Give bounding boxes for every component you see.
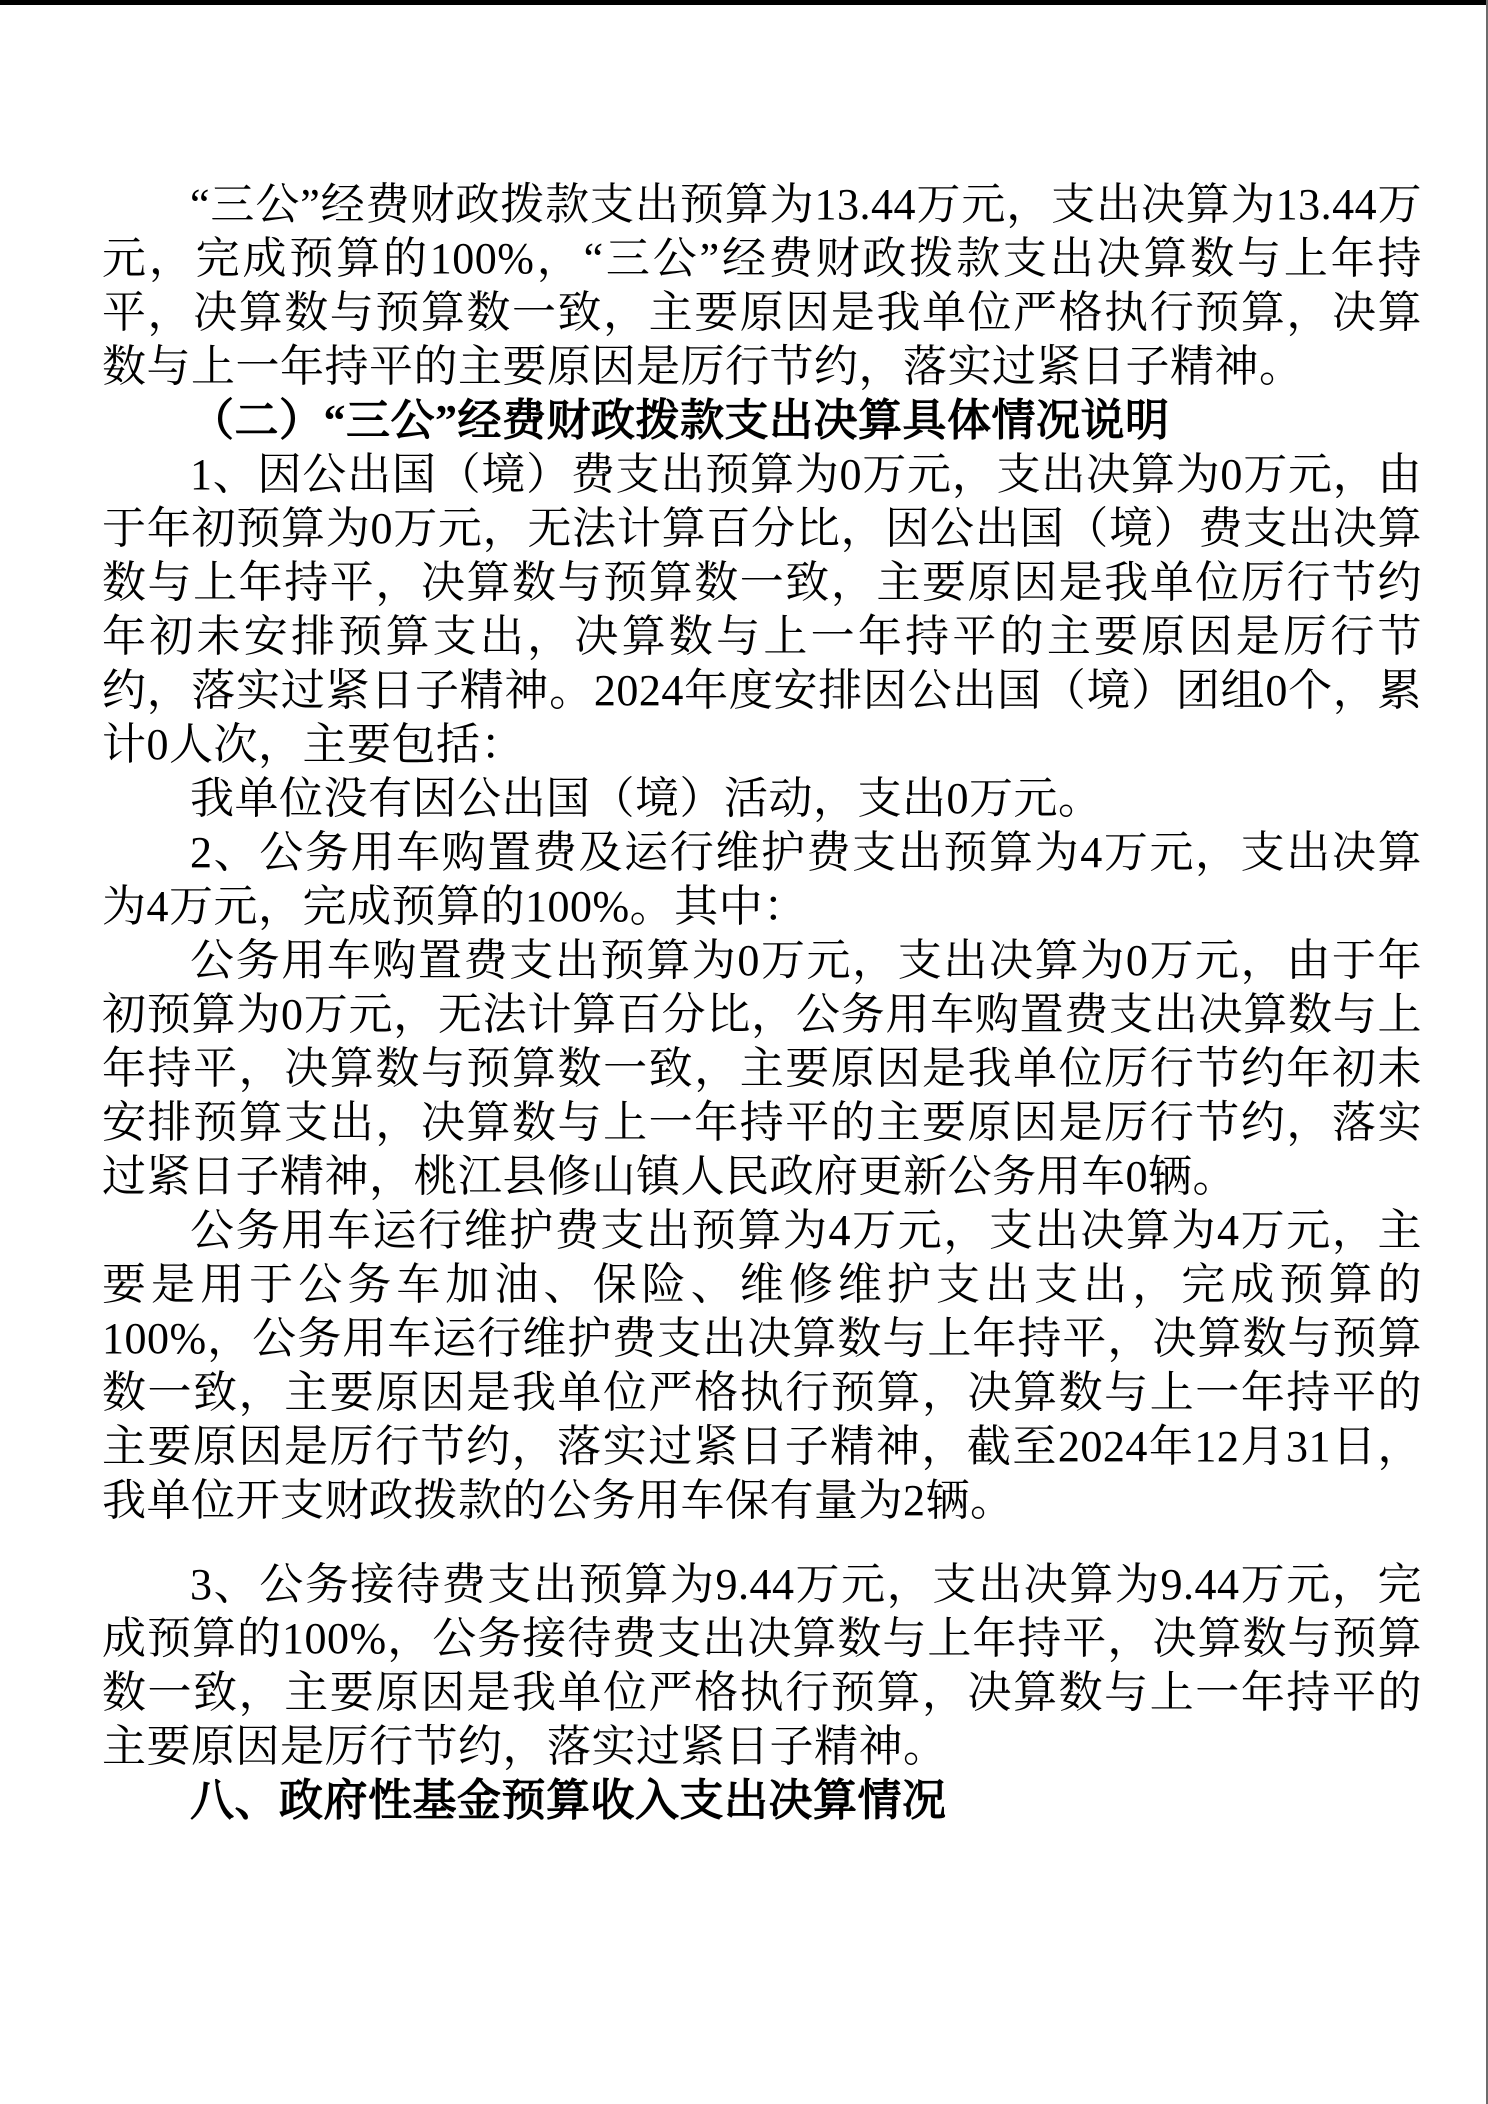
paragraph-overseas-travel-expense: 1、因公出国（境）费支出预算为0万元，支出决算为0万元，由于年初预算为0万元，无法计算百分比，因公出国（境）费支出决算数与上年持平，决算数与预算数一致，主要原因是我单位厉行节约年初未安排预算支出，决算数与上一年持平的主要原因是厉行节约，落实过紧日子精神。2024年度安排因公出国（境）团组0个，累计0人次，主要包括：: [102, 450, 1422, 769]
paragraph-sangong-budget-summary: “三公”经费财政拨款支出预算为13.44万元，支出决算为13.44万元，完成预算的100%，“三公”经费财政拨款支出决算数与上年持平，决算数与预算数一致，主要原因是我单位严格执行预算，决算数与上一年持平的主要原因是厉行节约，落实过紧日子精神。: [102, 180, 1422, 391]
window-top-edge: [0, 0, 1488, 5]
document-content: [102, 178, 1422, 1828]
paragraph-vehicle-purchase-expense: 公务用车购置费支出预算为0万元，支出决算为0万元，由于年初预算为0万元，无法计算百分比，公务用车购置费支出决算数与上年持平，决算数与预算数一致，主要原因是我单位厉行节约年初未安排预算支出，决算数与上一年持平的主要原因是厉行节约，落实过紧日子精神，桃江县修山镇人民政府更新公务用车0辆。: [102, 936, 1422, 1201]
heading-section-8-government-fund-budget: 八、政府性基金预算收入支出决算情况: [190, 1776, 947, 1825]
paragraph-vehicle-purchase-and-maintenance-total: 2、公务用车购置费及运行维护费支出预算为4万元，支出决算为4万元，完成预算的100%。其中：: [102, 828, 1422, 931]
paragraph-official-reception-expense: 3、公务接待费支出预算为9.44万元，支出决算为9.44万元，完成预算的100%，公务接待费支出决算数与上年持平，决算数与预算数一致，主要原因是我单位严格执行预算，决算数与上一年持平的主要原因是厉行节约，落实过紧日子精神。: [102, 1560, 1422, 1771]
paragraph-vehicle-maintenance-expense: 公务用车运行维护费支出预算为4万元，支出决算为4万元，主要是用于公务车加油、保险、维修维护支出支出，完成预算的100%，公务用车运行维护费支出决算数与上年持平，决算数与预算数一致，主要原因是我单位严格执行预算，决算数与上一年持平的主要原因是厉行节约，落实过紧日子精神，截至2024年12月31日，我单位开支财政拨款的公务用车保有量为2辆。: [102, 1206, 1422, 1525]
heading-section-2-sangong-details: （二）“三公”经费财政拨款支出决算具体情况说明: [190, 396, 1170, 445]
paragraph-no-overseas-activity: 我单位没有因公出国（境）活动，支出0万元。: [190, 774, 1103, 823]
